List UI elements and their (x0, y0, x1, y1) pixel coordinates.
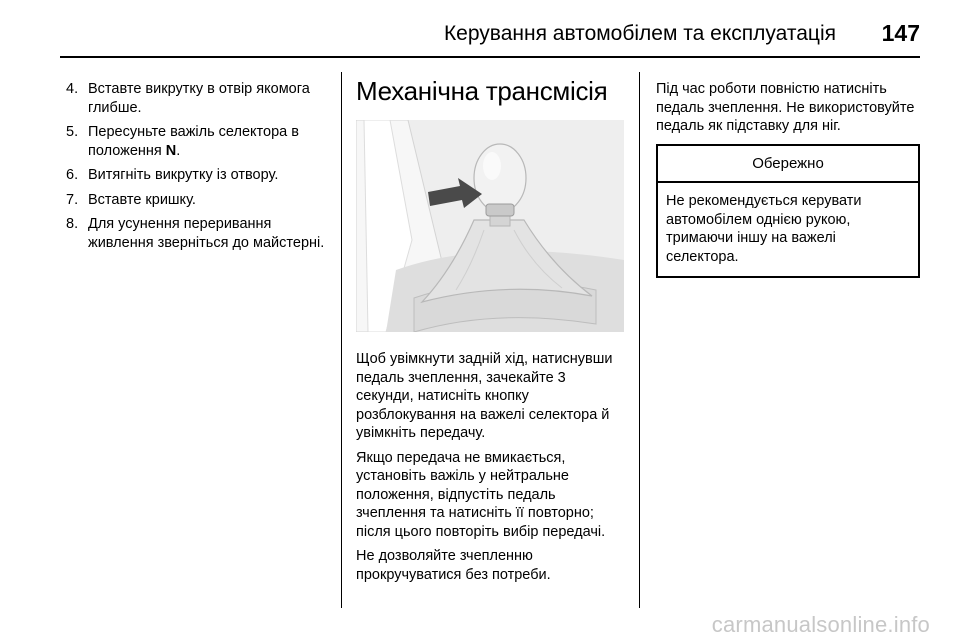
step-number: 6. (66, 167, 79, 183)
step-text-suffix: . (176, 142, 181, 159)
page-header (60, 12, 920, 58)
step-item (66, 123, 328, 160)
step-item (66, 215, 328, 252)
step-number: 8. (66, 216, 79, 232)
step-item (66, 166, 328, 185)
step-list (66, 80, 328, 252)
step-number: 5. (66, 124, 79, 140)
watermark: carmanualsonline.info (711, 612, 930, 637)
step-item (66, 191, 328, 210)
step-text: Вставте викрутку в отвір якомога глибше. (88, 81, 310, 116)
caution-heading: Обережно (658, 146, 918, 184)
header-rule (60, 56, 920, 58)
column-divider-2 (639, 72, 640, 608)
step-number: 7. (66, 191, 79, 208)
step-item (66, 80, 328, 117)
page-number: 147 (881, 20, 920, 46)
gear-shift-svg (356, 120, 624, 332)
gear-position-label: N (165, 142, 177, 159)
paragraph: Не дозволяйте зчепленню прокручуватися без потреби. (356, 548, 551, 583)
paragraph: Щоб увімкнути задній хід, натиснувши педаль зчеплення, зачекайте 3 секунди, натисніть кнопку розблокування на важелі селектора й увімкніть передачу. (356, 351, 613, 441)
header-title: Керування автомобілем та експлуатація (443, 22, 836, 45)
column-3 (656, 80, 920, 278)
column-2 (356, 76, 624, 590)
step-text: Для усунення переривання живлення зверніться до майстерні. (88, 216, 325, 251)
gear-shift-lever-illustration (356, 120, 624, 332)
caution-text: Не рекомендується керувати автомобілем однією рукою, тримаючи іншу на важелі селектора. (666, 193, 862, 265)
paragraph: Під час роботи повністю натисніть педаль зчеплення. Не використовуйте педаль як підставку для ніг. (656, 81, 915, 134)
step-text: Пересуньте важіль селектора в положення (88, 124, 299, 159)
column-divider-1 (341, 72, 342, 608)
section-title: Механічна трансмісія (356, 76, 608, 106)
step-text: Витягніть викрутку із отвору. (88, 167, 279, 183)
column-1 (66, 80, 328, 258)
caution-box (656, 144, 920, 279)
step-text: Вставте кришку. (88, 191, 196, 208)
step-number: 4. (66, 81, 79, 97)
paragraph: Якщо передача не вмикається, установіть важіль у нейтральне положення, відпустіть педаль зчеплення та натисніть її повторно; після цього повторіть вибір передачі. (356, 449, 606, 540)
